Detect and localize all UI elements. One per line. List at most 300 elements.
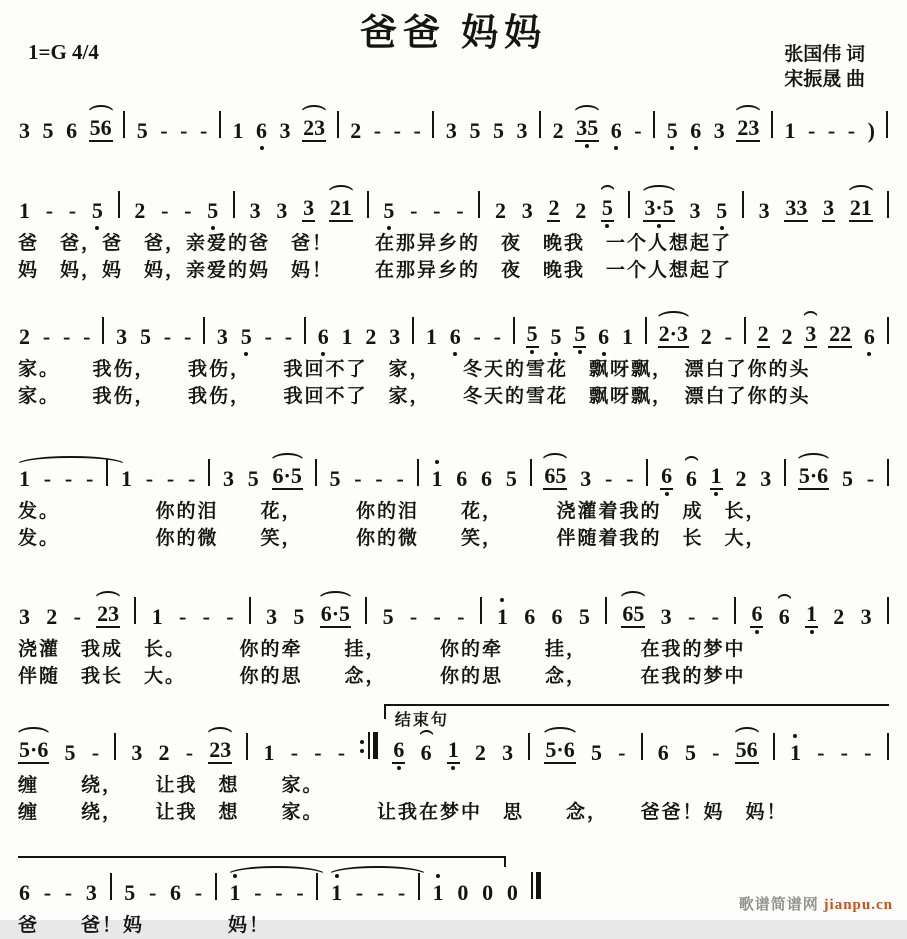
note-token: 5 bbox=[382, 200, 395, 222]
lyrics-line: 发。 你的泪 花， 你的泪 花， 浇灌着我的 成 长， bbox=[18, 501, 767, 522]
note-token: 5 bbox=[124, 880, 136, 905]
note-token: 1 bbox=[805, 603, 818, 628]
octave-dot-below bbox=[602, 352, 606, 356]
note-token: 6 bbox=[778, 606, 791, 628]
dash-token: - bbox=[712, 740, 720, 765]
slur-arc bbox=[16, 456, 126, 465]
dash-token: - bbox=[284, 324, 293, 349]
dash-token: - bbox=[160, 118, 168, 143]
lyrics-line: 妈 妈，妈 妈，亲爱的妈 妈！ 在那异乡的 夜 晚我 一个人想起了 bbox=[18, 260, 733, 281]
note-token: 5 bbox=[715, 200, 728, 222]
lyrics-line: 发。 你的微 笑， 你的微 笑， 伴随着我的 长 大， bbox=[18, 528, 767, 549]
note-token: 23 bbox=[736, 117, 760, 142]
barline bbox=[219, 111, 221, 138]
note-token: 23 bbox=[96, 603, 120, 628]
note-token: 1 bbox=[447, 739, 460, 764]
dash-token: - bbox=[724, 324, 732, 349]
note-token: 1 bbox=[151, 604, 163, 629]
dash-token: - bbox=[373, 118, 382, 143]
note-token: 1 bbox=[229, 882, 242, 904]
notation-line bbox=[18, 730, 889, 772]
dash-token: - bbox=[634, 118, 642, 143]
note-token: 2·3 bbox=[658, 323, 689, 348]
note-token: 3 bbox=[279, 118, 291, 143]
note-token: 5 bbox=[684, 740, 696, 765]
note-token: 3 bbox=[660, 604, 672, 629]
dash-token: - bbox=[827, 118, 836, 143]
note-token: 5·6 bbox=[544, 739, 575, 764]
credits bbox=[784, 42, 865, 92]
dash-token: - bbox=[185, 740, 194, 765]
dash-token: - bbox=[413, 118, 421, 143]
note-token: 1 bbox=[496, 606, 509, 628]
dash-token: - bbox=[290, 740, 299, 765]
note-token: 5 bbox=[329, 466, 341, 491]
barline bbox=[744, 317, 746, 344]
dash-token: - bbox=[86, 466, 94, 491]
dash-token: - bbox=[188, 466, 196, 491]
dash-token: - bbox=[161, 198, 169, 223]
note-token: 2 bbox=[757, 321, 769, 346]
note-token: 6 bbox=[657, 740, 669, 765]
note-token: 1 bbox=[784, 118, 796, 143]
dash-token: - bbox=[43, 880, 52, 905]
note-token: 5 bbox=[573, 323, 586, 348]
composer-credit: 宋振晟 曲 bbox=[784, 69, 865, 90]
note-token: 1 bbox=[330, 882, 343, 904]
barline bbox=[887, 191, 889, 218]
dash-token: - bbox=[687, 604, 696, 629]
dash-token: - bbox=[393, 118, 401, 143]
dash-token: - bbox=[493, 324, 501, 349]
ending-bracket bbox=[384, 704, 889, 730]
barline bbox=[215, 873, 217, 900]
barline bbox=[365, 597, 367, 624]
barline bbox=[106, 459, 108, 486]
dash-token: - bbox=[840, 740, 848, 765]
barline bbox=[887, 597, 889, 624]
barline bbox=[418, 873, 420, 900]
dash-token: - bbox=[410, 198, 418, 223]
note-token: 2 bbox=[158, 740, 170, 765]
octave-dot-below bbox=[95, 226, 99, 230]
barline bbox=[771, 111, 773, 138]
dash-token: - bbox=[817, 740, 825, 765]
note-token: 2 bbox=[494, 198, 506, 223]
note-token: 5 bbox=[841, 466, 853, 491]
note-token: 5 bbox=[549, 326, 562, 348]
note-token: 5 bbox=[293, 604, 305, 629]
note-token: 1 bbox=[789, 742, 802, 764]
note-token: 1 bbox=[621, 324, 633, 349]
note-token: 6 bbox=[420, 742, 433, 764]
barline bbox=[304, 317, 306, 344]
lyrics-line: 爸 爸！妈 妈！ bbox=[18, 915, 271, 936]
note-token: 3 bbox=[823, 195, 835, 220]
system-line bbox=[18, 704, 889, 826]
octave-dot-below bbox=[451, 766, 455, 770]
octave-dot-above bbox=[500, 598, 504, 602]
barline bbox=[605, 597, 607, 624]
watermark-site-url: jianpu.cn bbox=[823, 897, 893, 913]
slur-arc bbox=[619, 591, 647, 600]
note-token: 5·6 bbox=[798, 465, 829, 490]
dash-token: - bbox=[42, 324, 51, 349]
note-token: 6 bbox=[551, 604, 563, 629]
dash-token: - bbox=[337, 740, 346, 765]
dash-token: - bbox=[355, 880, 364, 905]
octave-dot-below bbox=[321, 352, 325, 356]
slur-arc bbox=[599, 185, 616, 194]
barline bbox=[646, 459, 648, 486]
note-token: 6 bbox=[481, 466, 493, 491]
barline bbox=[513, 317, 515, 344]
note-token: 3 bbox=[266, 604, 278, 629]
note-token: 6 bbox=[66, 118, 78, 143]
slur-arc bbox=[206, 727, 234, 736]
dash-token: - bbox=[226, 604, 234, 629]
note-token: 5 bbox=[42, 118, 54, 143]
note-token: 5 bbox=[91, 200, 104, 222]
barline bbox=[653, 111, 655, 138]
note-token: 23 bbox=[208, 739, 232, 764]
slur-arc bbox=[94, 591, 122, 600]
barline bbox=[742, 191, 744, 218]
notation-line bbox=[18, 314, 889, 356]
watermark-site-name: 歌谱简谱网 bbox=[738, 897, 819, 913]
notation-line bbox=[18, 870, 541, 912]
barline bbox=[246, 733, 248, 760]
note-token: 21 bbox=[849, 197, 873, 222]
note-token: 3 bbox=[303, 195, 315, 220]
note-token: 1 bbox=[18, 468, 31, 490]
octave-dot-below bbox=[670, 146, 674, 150]
note-token: 2 bbox=[552, 118, 564, 143]
barline bbox=[412, 317, 414, 344]
dash-token: - bbox=[43, 466, 52, 491]
dash-token: - bbox=[314, 740, 322, 765]
system-line bbox=[18, 188, 889, 284]
dash-token: - bbox=[180, 118, 188, 143]
slur-arc bbox=[776, 594, 793, 603]
dash-token: - bbox=[605, 466, 613, 491]
note-token: 5 bbox=[590, 740, 602, 765]
dash-token: - bbox=[807, 118, 816, 143]
octave-dot-above bbox=[793, 734, 797, 738]
lyrics-line: 缠 绕， 让我 想 家。 bbox=[18, 775, 324, 796]
repeat-end-sign bbox=[360, 732, 378, 761]
octave-dot-below bbox=[657, 224, 661, 228]
note-token: 3 bbox=[19, 604, 30, 629]
watermark bbox=[739, 893, 893, 914]
note-token: 6 bbox=[255, 120, 268, 142]
note-token: 3 bbox=[216, 324, 228, 349]
dash-token: - bbox=[62, 324, 71, 349]
octave-dot-below bbox=[211, 226, 215, 230]
slur-arc bbox=[270, 453, 305, 462]
dash-token: - bbox=[264, 324, 272, 349]
octave-dot-below bbox=[585, 144, 589, 148]
ending-label: 结束句 bbox=[394, 712, 449, 729]
barline bbox=[887, 459, 889, 486]
barline bbox=[886, 111, 888, 138]
lyricist-credit: 张国伟 词 bbox=[784, 44, 865, 65]
slur-arc bbox=[300, 105, 328, 114]
barline bbox=[773, 733, 775, 760]
note-token: 3 bbox=[758, 198, 770, 223]
dash-token: - bbox=[433, 604, 441, 629]
note-token: 3 bbox=[222, 466, 234, 491]
note-token: 3 bbox=[502, 740, 514, 765]
lyrics-line: 家。 我伤， 我伤， 我回不了 家， 冬天的雪花 飘呀飘， 漂白了你的头 bbox=[18, 359, 811, 380]
note-token: 35 bbox=[575, 117, 599, 142]
dash-token: - bbox=[473, 324, 481, 349]
note-token: 5 bbox=[247, 466, 259, 491]
octave-dot-below bbox=[720, 226, 724, 230]
slur-arc bbox=[16, 727, 51, 736]
barline bbox=[539, 111, 541, 138]
barline bbox=[233, 191, 235, 218]
note-token: 6 bbox=[456, 466, 468, 491]
song-title: 爸爸 妈妈 bbox=[359, 13, 548, 54]
barline bbox=[628, 191, 630, 218]
slur-arc bbox=[641, 185, 676, 194]
note-token: 0 bbox=[482, 880, 494, 905]
note-token: 22 bbox=[829, 321, 852, 346]
slur-arc bbox=[656, 311, 691, 320]
note-token: 33 bbox=[785, 195, 808, 220]
barline bbox=[531, 872, 533, 899]
slur-arc bbox=[318, 591, 353, 600]
note-token: 2 bbox=[548, 195, 560, 220]
note-token: 1 bbox=[232, 118, 244, 143]
note-token: 5 bbox=[505, 466, 517, 491]
barline bbox=[315, 459, 317, 486]
note-token: 3 bbox=[580, 466, 592, 491]
note-token: 2 bbox=[350, 118, 362, 143]
slur-arc bbox=[573, 105, 601, 114]
note-token: 3 bbox=[689, 198, 701, 223]
lyrics-line: 伴随 我长 大。 你的思 念， 你的思 念， 在我的梦中 bbox=[18, 666, 746, 687]
dash-token: - bbox=[396, 466, 404, 491]
note-token: 3 bbox=[521, 198, 533, 223]
repeat-dots bbox=[360, 740, 364, 753]
note-token: 2 bbox=[735, 466, 747, 491]
dash-token: - bbox=[864, 740, 872, 765]
note-token: 6 bbox=[170, 880, 182, 905]
note-token: 5 bbox=[139, 324, 151, 349]
slur-arc bbox=[796, 453, 831, 462]
system-line bbox=[18, 594, 889, 690]
note-token: 6 bbox=[597, 326, 610, 348]
key-signature: 1=G 4/4 bbox=[28, 40, 99, 64]
lyrics-line: 爸 爸，爸 爸，亲爱的爸 爸！ 在那异乡的 夜 晚我 一个人想起了 bbox=[18, 233, 733, 254]
barline bbox=[432, 111, 434, 138]
dash-token: - bbox=[433, 198, 441, 223]
note-token: 5 bbox=[136, 118, 148, 143]
barline bbox=[110, 873, 112, 900]
note-token: 1 bbox=[263, 740, 275, 765]
note-token: 5 bbox=[526, 323, 539, 348]
note-token: 6 bbox=[685, 468, 698, 490]
note-token: 2 bbox=[700, 324, 712, 349]
notation-line bbox=[18, 456, 889, 498]
note-token: 6 bbox=[750, 603, 763, 628]
note-token: 3 bbox=[389, 324, 401, 349]
slur-arc bbox=[683, 456, 700, 465]
dash-token: - bbox=[194, 880, 203, 905]
dash-token: - bbox=[376, 880, 385, 905]
octave-dot-above bbox=[335, 874, 339, 878]
octave-dot-below bbox=[867, 352, 871, 356]
note-token: 2 bbox=[46, 604, 58, 629]
octave-dot-below bbox=[755, 630, 759, 634]
dash-token: - bbox=[626, 466, 634, 491]
slur-arc bbox=[847, 185, 875, 194]
barline bbox=[123, 111, 125, 138]
score-header bbox=[0, 0, 907, 98]
barline bbox=[102, 317, 104, 344]
octave-dot-below bbox=[810, 630, 814, 634]
notation-line bbox=[18, 188, 889, 230]
note-token: 6 bbox=[19, 880, 30, 905]
dash-token: - bbox=[148, 880, 157, 905]
slur-arc bbox=[802, 311, 819, 320]
barline-thick bbox=[536, 872, 541, 899]
note-token: 5 bbox=[666, 120, 679, 142]
note-token: 0 bbox=[457, 880, 469, 905]
note-token: 3 bbox=[276, 198, 288, 223]
barline bbox=[316, 873, 318, 900]
system-line bbox=[18, 108, 889, 150]
note-token: 2 bbox=[134, 198, 146, 223]
slur-arc bbox=[327, 185, 355, 194]
note-token: 1 bbox=[120, 466, 132, 491]
barline bbox=[118, 191, 120, 218]
dash-token: - bbox=[64, 466, 73, 491]
note-token: 3 bbox=[516, 118, 528, 143]
octave-dot-below bbox=[614, 146, 618, 150]
note-token: 2 bbox=[19, 324, 30, 349]
barline bbox=[480, 597, 482, 624]
barline bbox=[887, 733, 889, 760]
barline bbox=[528, 733, 530, 760]
dash-token: - bbox=[68, 198, 77, 223]
dash-token: - bbox=[254, 880, 262, 905]
barline bbox=[478, 191, 480, 218]
note-token: 3·5 bbox=[643, 197, 674, 222]
system-line bbox=[18, 314, 889, 410]
barline bbox=[114, 733, 116, 760]
note-token: 1 bbox=[19, 198, 30, 223]
system-line bbox=[18, 456, 889, 552]
barline bbox=[784, 459, 786, 486]
note-token: 65 bbox=[543, 465, 567, 490]
note-token: 1 bbox=[432, 882, 445, 904]
note-token: 3 bbox=[760, 466, 772, 491]
note-token: 2 bbox=[474, 740, 486, 765]
barline bbox=[887, 317, 889, 344]
final-barline bbox=[531, 872, 541, 901]
octave-dot-below bbox=[530, 350, 534, 354]
barline bbox=[134, 597, 136, 624]
slur-arc bbox=[418, 730, 435, 739]
barline-thick bbox=[373, 732, 378, 759]
barline bbox=[337, 111, 339, 138]
note-token: 1 bbox=[425, 324, 437, 349]
notation-line bbox=[18, 108, 889, 150]
note-token: 6 bbox=[317, 326, 330, 348]
note-token: 6 bbox=[449, 326, 462, 348]
octave-dot-below bbox=[387, 226, 391, 230]
note-token: 2 bbox=[575, 198, 587, 223]
dash-token: - bbox=[166, 466, 175, 491]
note-token: 6·5 bbox=[320, 603, 351, 628]
barline bbox=[645, 317, 647, 344]
note-token: 3 bbox=[804, 323, 817, 348]
note-token: 2 bbox=[365, 324, 377, 349]
barline bbox=[530, 459, 532, 486]
note-token: 1 bbox=[341, 324, 353, 349]
slur-arc bbox=[87, 105, 115, 114]
note-token: 1 bbox=[430, 468, 443, 490]
note-token: 5 bbox=[469, 118, 481, 143]
octave-dot-above bbox=[435, 460, 439, 464]
dash-token: - bbox=[847, 118, 856, 143]
barline bbox=[734, 597, 736, 624]
dash-token: - bbox=[145, 466, 154, 491]
dash-token: - bbox=[200, 118, 208, 143]
octave-dot-below bbox=[714, 492, 718, 496]
score-body bbox=[0, 108, 907, 939]
octave-dot-below bbox=[453, 352, 457, 356]
dash-token: - bbox=[163, 324, 172, 349]
note-token: 5 bbox=[64, 740, 76, 765]
note-token: 6·5 bbox=[272, 465, 303, 490]
octave-dot-below bbox=[260, 146, 264, 150]
dash-token: - bbox=[183, 324, 192, 349]
dash-token: - bbox=[45, 198, 54, 223]
octave-dot-below bbox=[694, 146, 698, 150]
lyrics-line: 缠 绕， 让我 想 家。 让我在梦中 思 念， 爸爸！妈 妈！ bbox=[18, 802, 788, 823]
barline bbox=[203, 317, 205, 344]
octave-dot-above bbox=[436, 874, 440, 878]
note-token: 5·6 bbox=[18, 739, 49, 764]
note-token: 5 bbox=[578, 604, 590, 629]
note-token: 2 bbox=[781, 324, 793, 349]
barline bbox=[367, 191, 369, 218]
dash-token: - bbox=[275, 880, 283, 905]
dash-token: - bbox=[73, 604, 81, 629]
octave-dot-below bbox=[244, 352, 248, 356]
lyrics-line: 浇灌 我成 长。 你的牵 挂， 你的牵 挂， 在我的梦中 bbox=[18, 639, 746, 660]
note-token: 3 bbox=[445, 118, 457, 143]
note-token: 2 bbox=[833, 604, 845, 629]
dash-token: - bbox=[354, 466, 362, 491]
barline bbox=[208, 459, 210, 486]
note-token: 23 bbox=[302, 117, 326, 142]
note-token: 6 bbox=[689, 120, 702, 142]
octave-dot-below bbox=[578, 350, 582, 354]
octave-dot-below bbox=[605, 224, 609, 228]
dash-token: - bbox=[457, 604, 465, 629]
note-token: 5 bbox=[240, 326, 253, 348]
dash-token: - bbox=[409, 604, 418, 629]
barline bbox=[368, 732, 370, 759]
slur-arc bbox=[541, 453, 569, 462]
note-token: 3 bbox=[131, 740, 143, 765]
barline bbox=[249, 597, 251, 624]
